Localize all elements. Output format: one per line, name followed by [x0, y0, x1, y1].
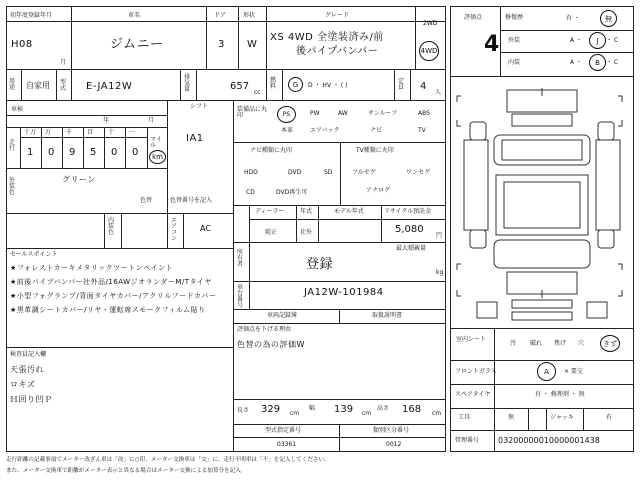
- use-label: 用途: [9, 78, 16, 91]
- len-label: 長さ: [237, 407, 250, 414]
- shift-value: IA1: [186, 133, 204, 144]
- mgmt-label: 管理番号: [455, 437, 480, 444]
- hgt-label: 高さ: [377, 405, 390, 412]
- inspect-month: 月: [148, 117, 155, 124]
- ac-label: エアコン: [171, 217, 178, 242]
- inspect-label: 車検: [11, 106, 24, 113]
- equip-item: エアバック: [310, 127, 340, 134]
- repair-selected: 無: [605, 14, 612, 23]
- equip-item: ABS: [418, 110, 430, 117]
- other-label: 社外: [300, 229, 313, 236]
- room-option: 破れ: [530, 340, 543, 347]
- ownership-label: 所有者: [237, 249, 244, 268]
- odometer-head: 一: [129, 129, 136, 136]
- exterior-options: A ・: [570, 37, 583, 44]
- fuel-label: 燃料: [270, 77, 277, 90]
- model-label: 型式: [60, 79, 67, 92]
- shift-label: シフト: [190, 103, 209, 110]
- record-label: 車両記録簿: [267, 312, 298, 319]
- odometer-digit: 0: [48, 147, 55, 158]
- type-label: 型式指定番号: [265, 427, 302, 434]
- sales-line: ★前後パイプバンパー社外品/16AWジオランダーM/Tタイヤ: [10, 278, 212, 286]
- repair-label: 修復歴: [505, 14, 524, 21]
- class-label: 類別区分番号: [373, 427, 410, 434]
- door-label: ドア: [214, 12, 226, 19]
- room-option: 焦げ: [554, 340, 567, 347]
- car-value: ジムニー: [110, 37, 164, 52]
- car-diagram: [452, 80, 632, 325]
- disp-unit: cc: [254, 89, 261, 96]
- grade-value-1: XS 4WD 全塗装済み/前: [270, 32, 384, 43]
- model-year-label: モデル年式: [334, 208, 364, 215]
- grade-label: 評価点: [464, 14, 483, 21]
- odometer-digit: 9: [69, 147, 76, 158]
- wid-value: 139: [334, 404, 354, 415]
- tv-label: TV種類に丸印: [356, 147, 394, 154]
- tv-item: アナログ: [366, 187, 391, 194]
- odometer-head: 十: [108, 129, 115, 136]
- use-value: 自家用: [26, 81, 50, 90]
- equip-item: AW: [338, 110, 348, 117]
- glass-option: × 要交: [564, 368, 583, 375]
- nav-item: CD: [246, 189, 255, 196]
- inspector-line: ロキズ: [10, 380, 36, 389]
- chassis-label: 車台番号: [237, 284, 244, 309]
- glass-selected: A: [544, 367, 549, 376]
- exterior-tail: ・ C: [606, 37, 619, 44]
- model-value: E-JA12W: [86, 81, 133, 92]
- spare-options: 有 ・ 修理剤 ・ 無: [535, 391, 585, 398]
- room-selected: きず: [603, 339, 617, 348]
- tools-value: 無: [508, 414, 515, 421]
- drive-value: 4WD: [420, 47, 438, 55]
- seat-unit: 人: [435, 89, 442, 96]
- odometer-head: 万: [45, 129, 52, 136]
- drive-label: 2WD: [423, 20, 438, 27]
- ac-value: AC: [200, 224, 211, 233]
- door-value: 3: [218, 39, 225, 50]
- len-unit: cm: [290, 410, 300, 417]
- odometer-divider: [104, 127, 105, 168]
- mile-label: マイル: [150, 136, 162, 149]
- reason-value: 色替の為の評価W: [237, 340, 305, 349]
- wid-label: 幅: [309, 405, 316, 412]
- hgt-unit: cm: [432, 410, 442, 417]
- shape-label: 形状: [243, 12, 256, 19]
- grade-label: グレード: [325, 12, 350, 19]
- recycle-label: リサイクル預託金: [384, 208, 432, 215]
- exterior-selected: J: [596, 36, 599, 45]
- grade-value: 4: [484, 32, 500, 57]
- recycle-value: 5,080: [395, 224, 424, 235]
- equip-label: 装備品に丸印: [237, 106, 268, 119]
- tools-label: 工具: [458, 414, 471, 421]
- class-value: 0012: [386, 441, 402, 448]
- left-frame: [6, 6, 446, 452]
- inspector-line: 天張汚れ: [10, 365, 44, 374]
- reg-month: 月: [60, 59, 67, 66]
- exterior-label: 外装: [508, 37, 521, 44]
- genuine-label: 純正: [265, 229, 278, 236]
- hgt-value: 168: [402, 404, 422, 415]
- room-option: 汚: [510, 340, 517, 347]
- odometer-head: 百: [87, 129, 94, 136]
- tv-item: ワンセグ: [406, 169, 431, 176]
- nav-item: DVD再生可: [276, 189, 308, 196]
- unit-km-circle: [149, 150, 166, 164]
- odometer-divider: [125, 127, 126, 168]
- interior-grade-circle: [589, 54, 606, 71]
- equip-item: TV: [418, 127, 426, 134]
- disp-value: 657: [230, 81, 250, 92]
- color-value: グリーン: [62, 175, 96, 184]
- nav-item: DVD: [288, 169, 302, 176]
- equip-circle-ps: PS: [277, 106, 296, 123]
- reg-value: H08: [11, 39, 33, 50]
- jack-value: 有: [606, 414, 613, 421]
- reason-label: 評価点を下げる理由: [237, 326, 292, 333]
- odometer-divider: [62, 127, 63, 168]
- exterior-circle: [589, 32, 606, 49]
- odometer-digit: 0: [111, 147, 118, 158]
- room-option: 穴: [578, 340, 585, 347]
- dealer-label: ディーラー: [255, 208, 285, 215]
- odometer-divider: [83, 127, 84, 168]
- odometer-head: 十万: [24, 129, 37, 136]
- footer-line-2: また、メーター交換車で距離がメーター表示と異なる場合はメーター交換による加算分を記入: [6, 468, 241, 474]
- shape-value: W: [247, 39, 257, 50]
- interior-grade-options: A ・: [570, 59, 583, 66]
- nav-label: ナビ種類に丸印: [250, 147, 293, 154]
- odometer-digit: 5: [90, 147, 97, 158]
- interior-grade-selected: B: [595, 58, 600, 67]
- chassis-value: JA12W-101984: [304, 287, 384, 298]
- drive-circle: [419, 41, 439, 61]
- room-circle: [600, 335, 620, 352]
- tv-item: フルセグ: [352, 169, 376, 176]
- color-swap-note: 色替番号を記入: [170, 197, 213, 204]
- disp-label: 排気量: [184, 74, 191, 93]
- year-label: 年式: [300, 208, 313, 215]
- sales-line: ★小型フォグランプ/背面タイヤカバー/アクリルフードカバー: [10, 292, 217, 300]
- spare-label: スペアタイヤ: [455, 391, 491, 398]
- equip-item: 本革: [281, 127, 294, 134]
- jack-label: ジャッキ: [550, 414, 574, 421]
- capacity-label: 最大積載量: [396, 245, 427, 252]
- odometer-label: 走行: [9, 139, 16, 152]
- sales-line: ★フォレストカーキメタリックツートンペイント: [10, 264, 174, 272]
- inspector-line: Ｈ回り凹Ｐ: [10, 395, 53, 404]
- odometer-divider: [41, 127, 42, 168]
- manual-label: 取扱説明書: [372, 312, 403, 319]
- odometer-unit: km: [152, 153, 163, 161]
- interior-label: 内装色: [108, 217, 115, 236]
- repair-options: 有 ・: [566, 15, 580, 22]
- sales-line: ★黒革調シートカバー/リヤ・運転席スモークフィルム貼り: [10, 306, 206, 314]
- car-label: 車名: [128, 12, 141, 19]
- grade-value-2: 後パイプバンパー: [296, 46, 379, 57]
- reg-label: 初年度登録年月: [10, 12, 53, 19]
- fuel-circle: [288, 77, 303, 92]
- fuel-options: D ・ HV ・ ( ): [308, 82, 348, 89]
- recycle-unit: 円: [436, 232, 443, 239]
- seat-value: 4: [420, 81, 427, 92]
- interior-grade-label: 内装: [508, 59, 521, 66]
- sales-label: セールスポイント: [10, 251, 58, 258]
- glass-circle: [537, 362, 556, 381]
- seat-label: 定員: [398, 78, 405, 91]
- color-swap: 色替: [140, 197, 153, 204]
- nav-item: SD: [324, 169, 333, 176]
- glass-label: フロントガラス: [455, 368, 497, 375]
- capacity-kg: kg: [436, 269, 444, 276]
- interior-grade-tail: ・ C: [606, 59, 619, 66]
- odometer-digit: 1: [27, 147, 34, 158]
- len-value: 329: [261, 404, 281, 415]
- room-label: 室内シート: [456, 336, 487, 343]
- mgmt-value: 03200000010000001438: [498, 436, 600, 445]
- wid-unit: cm: [362, 410, 372, 417]
- type-value: 03361: [277, 441, 297, 448]
- nav-item: HDD: [244, 169, 258, 176]
- footer-line-1: 走行距離の記載事項でメーター改ざん車は「改」に○印、メーター交換車は「交」に、走行不明車は「不」を記入してください。: [6, 457, 330, 463]
- repair-circle: [600, 10, 617, 27]
- odometer-digit: 0: [132, 147, 139, 158]
- inspect-year: 年: [103, 117, 110, 124]
- equip-item: ナビ: [370, 127, 383, 134]
- fuel-value: G: [292, 80, 299, 89]
- equip-item: サンルーフ: [368, 110, 398, 117]
- inspector-label: 検査員記入欄: [10, 351, 47, 358]
- ownership-value: 登録: [306, 257, 334, 272]
- equip-item: PW: [310, 110, 320, 117]
- odometer-head: 千: [66, 129, 73, 136]
- color-label: 外装色: [9, 177, 16, 196]
